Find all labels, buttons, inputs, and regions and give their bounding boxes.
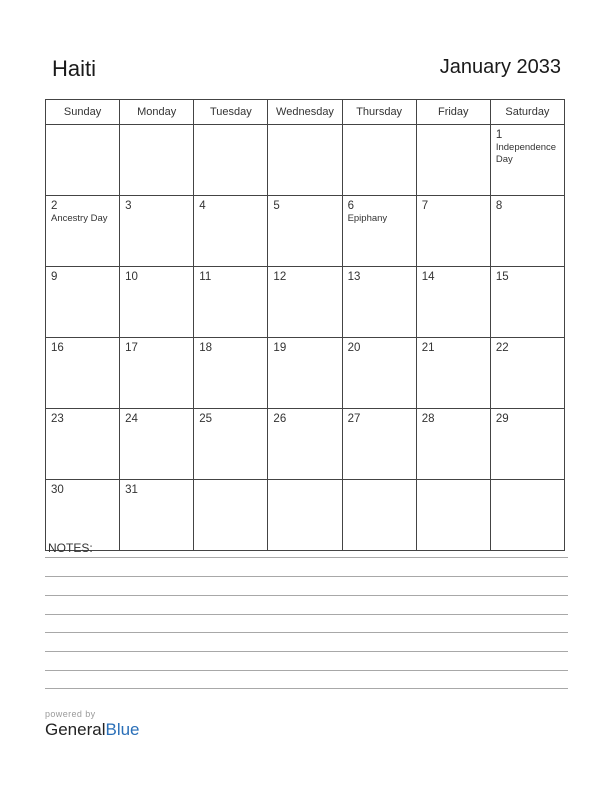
day-cell: [120, 338, 194, 409]
day-cell: [416, 409, 490, 480]
day-cell: [120, 267, 194, 338]
day-number: 12: [273, 271, 287, 283]
week-row: [46, 338, 565, 409]
day-number: 26: [273, 413, 287, 425]
day-number: 17: [125, 342, 138, 354]
empty-day-cell: [416, 125, 490, 196]
holiday-label: Epiphany: [347, 213, 388, 224]
day-cell: [342, 196, 416, 267]
day-cell: [194, 196, 268, 267]
empty-day-cell: [46, 125, 120, 196]
day-cell: [268, 267, 342, 338]
note-line: [45, 688, 568, 689]
day-number: 29: [495, 413, 509, 425]
empty-day-cell: [416, 480, 490, 551]
week-row: [46, 480, 565, 551]
weekday-monday: Monday: [120, 100, 194, 125]
notes-label: NOTES:: [48, 541, 93, 555]
day-number: 24: [125, 413, 138, 425]
day-cell: [120, 196, 194, 267]
generalblue-logo: [45, 709, 140, 740]
weekday-tuesday: Tuesday: [194, 100, 268, 125]
empty-day-cell: [194, 480, 268, 551]
empty-day-cell: [194, 125, 268, 196]
empty-day-cell: [342, 125, 416, 196]
day-number: 25: [199, 413, 213, 425]
weekday-thursday: Thursday: [342, 100, 416, 125]
day-number: 11: [199, 271, 212, 283]
note-line: [45, 576, 568, 577]
day-cell: [46, 409, 120, 480]
day-number: 16: [51, 342, 64, 354]
brand-name-general: General: [45, 720, 106, 739]
weekday-sunday: Sunday: [46, 100, 120, 125]
day-cell: [46, 480, 120, 551]
day-cell: [120, 409, 194, 480]
day-number: 30: [51, 484, 64, 496]
day-number: 3: [125, 200, 132, 212]
week-row: [46, 267, 565, 338]
day-number: 9: [51, 271, 58, 283]
day-number: 2: [51, 200, 58, 212]
country-title: Haiti: [52, 56, 97, 81]
day-cell: [490, 409, 564, 480]
day-cell: [342, 267, 416, 338]
day-cell: [416, 267, 490, 338]
day-cell: [194, 338, 268, 409]
day-cell: [342, 409, 416, 480]
day-number: 19: [273, 342, 287, 354]
empty-day-cell: [268, 480, 342, 551]
day-cell: [268, 196, 342, 267]
weekday-friday: Friday: [416, 100, 490, 125]
day-number: 5: [273, 200, 280, 212]
note-line: [45, 632, 568, 633]
holiday-label: Independence Day: [495, 142, 557, 165]
day-cell: [46, 196, 120, 267]
brand-name-blue: Blue: [105, 720, 140, 739]
day-number: 10: [125, 271, 138, 283]
day-cell: [342, 338, 416, 409]
day-number: 23: [51, 413, 64, 425]
day-number: 13: [347, 271, 361, 283]
day-number: 14: [421, 271, 435, 283]
day-number: 1: [495, 129, 503, 141]
week-row: [46, 409, 565, 480]
day-cell: [120, 480, 194, 551]
day-cell: [416, 338, 490, 409]
week-row: [46, 196, 565, 267]
weekday-header-row: [46, 100, 565, 125]
holiday-label: Ancestry Day: [51, 213, 108, 224]
powered-by-text: powered by: [45, 709, 96, 719]
empty-day-cell: [120, 125, 194, 196]
day-number: 28: [421, 413, 435, 425]
day-number: 6: [347, 200, 354, 212]
day-cell: [46, 267, 120, 338]
day-cell: [194, 409, 268, 480]
note-line: [45, 670, 568, 671]
day-cell: [268, 409, 342, 480]
day-cell: [268, 338, 342, 409]
day-number: 20: [347, 342, 361, 354]
day-number: 8: [495, 200, 503, 212]
day-number: 31: [125, 484, 138, 496]
day-number: 18: [199, 342, 213, 354]
day-number: 22: [495, 342, 509, 354]
day-cell: [46, 338, 120, 409]
day-cell: [490, 338, 564, 409]
empty-day-cell: [268, 125, 342, 196]
month-year-title: January 2033: [439, 56, 561, 78]
day-number: 15: [495, 271, 509, 283]
calendar-grid: [45, 99, 565, 551]
note-line: [45, 651, 568, 652]
week-row: [46, 125, 565, 196]
day-cell: [416, 196, 490, 267]
empty-day-cell: [490, 480, 564, 551]
empty-day-cell: [342, 480, 416, 551]
note-line: [45, 614, 568, 615]
note-line: [45, 557, 568, 558]
weekday-wednesday: Wednesday: [268, 100, 342, 125]
weekday-saturday: Saturday: [490, 100, 564, 125]
brand-name: [45, 720, 140, 740]
day-cell: [490, 267, 564, 338]
day-cell: [490, 125, 564, 196]
day-cell: [490, 196, 564, 267]
note-line: [45, 595, 568, 596]
day-number: 27: [347, 413, 361, 425]
day-number: 4: [199, 200, 206, 212]
day-number: 7: [421, 200, 429, 212]
day-number: 21: [421, 342, 435, 354]
day-cell: [194, 267, 268, 338]
